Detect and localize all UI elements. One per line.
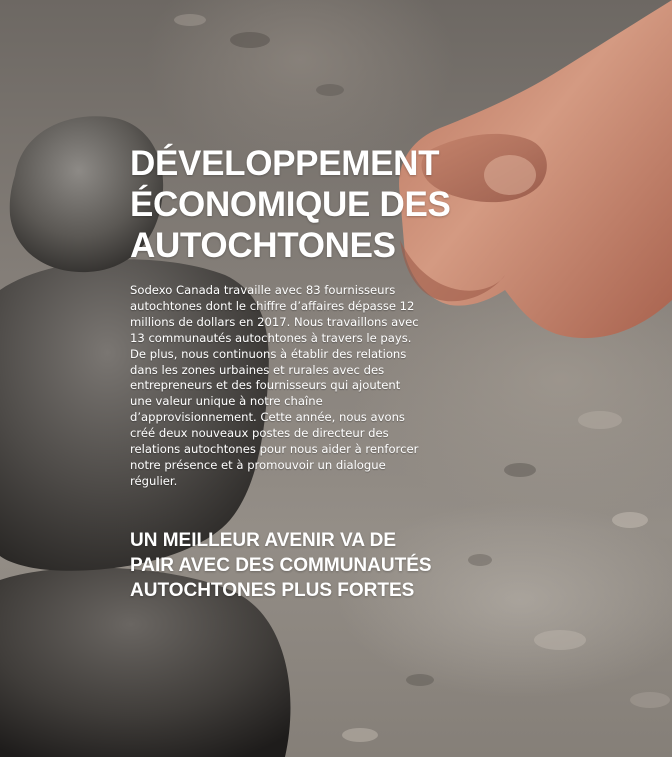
callout-subtitle: UN MEILLEUR AVENIR VA DE PAIR AVEC DES COMMUNAUTÉS AUTOCHTONES PLUS FORTES	[130, 530, 432, 601]
page-title: DÉVELOPPEMENT ÉCONOMIQUE DES AUTOCHTONES	[130, 144, 451, 265]
body-paragraph: Sodexo Canada travaille avec 83 fournisseurs autochtones dont le chiffre d’affaires dépasse 12 millions de dollars en 2017. Nous travaillons avec 13 communautés autochtones à travers le pays. De plus, nous continuons à établir des relations dans les zones urbaines et rurales avec des entrepreneurs et des fournisseurs qui ajoutent une valeur unique à notre chaîne d’approvisionnement. Cette année, nous avons créé deux nouveaux postes de directeur des relations autochtones pour nous aider à renforcer notre présence et à promouvoir un dialogue régulier.	[130, 283, 419, 488]
